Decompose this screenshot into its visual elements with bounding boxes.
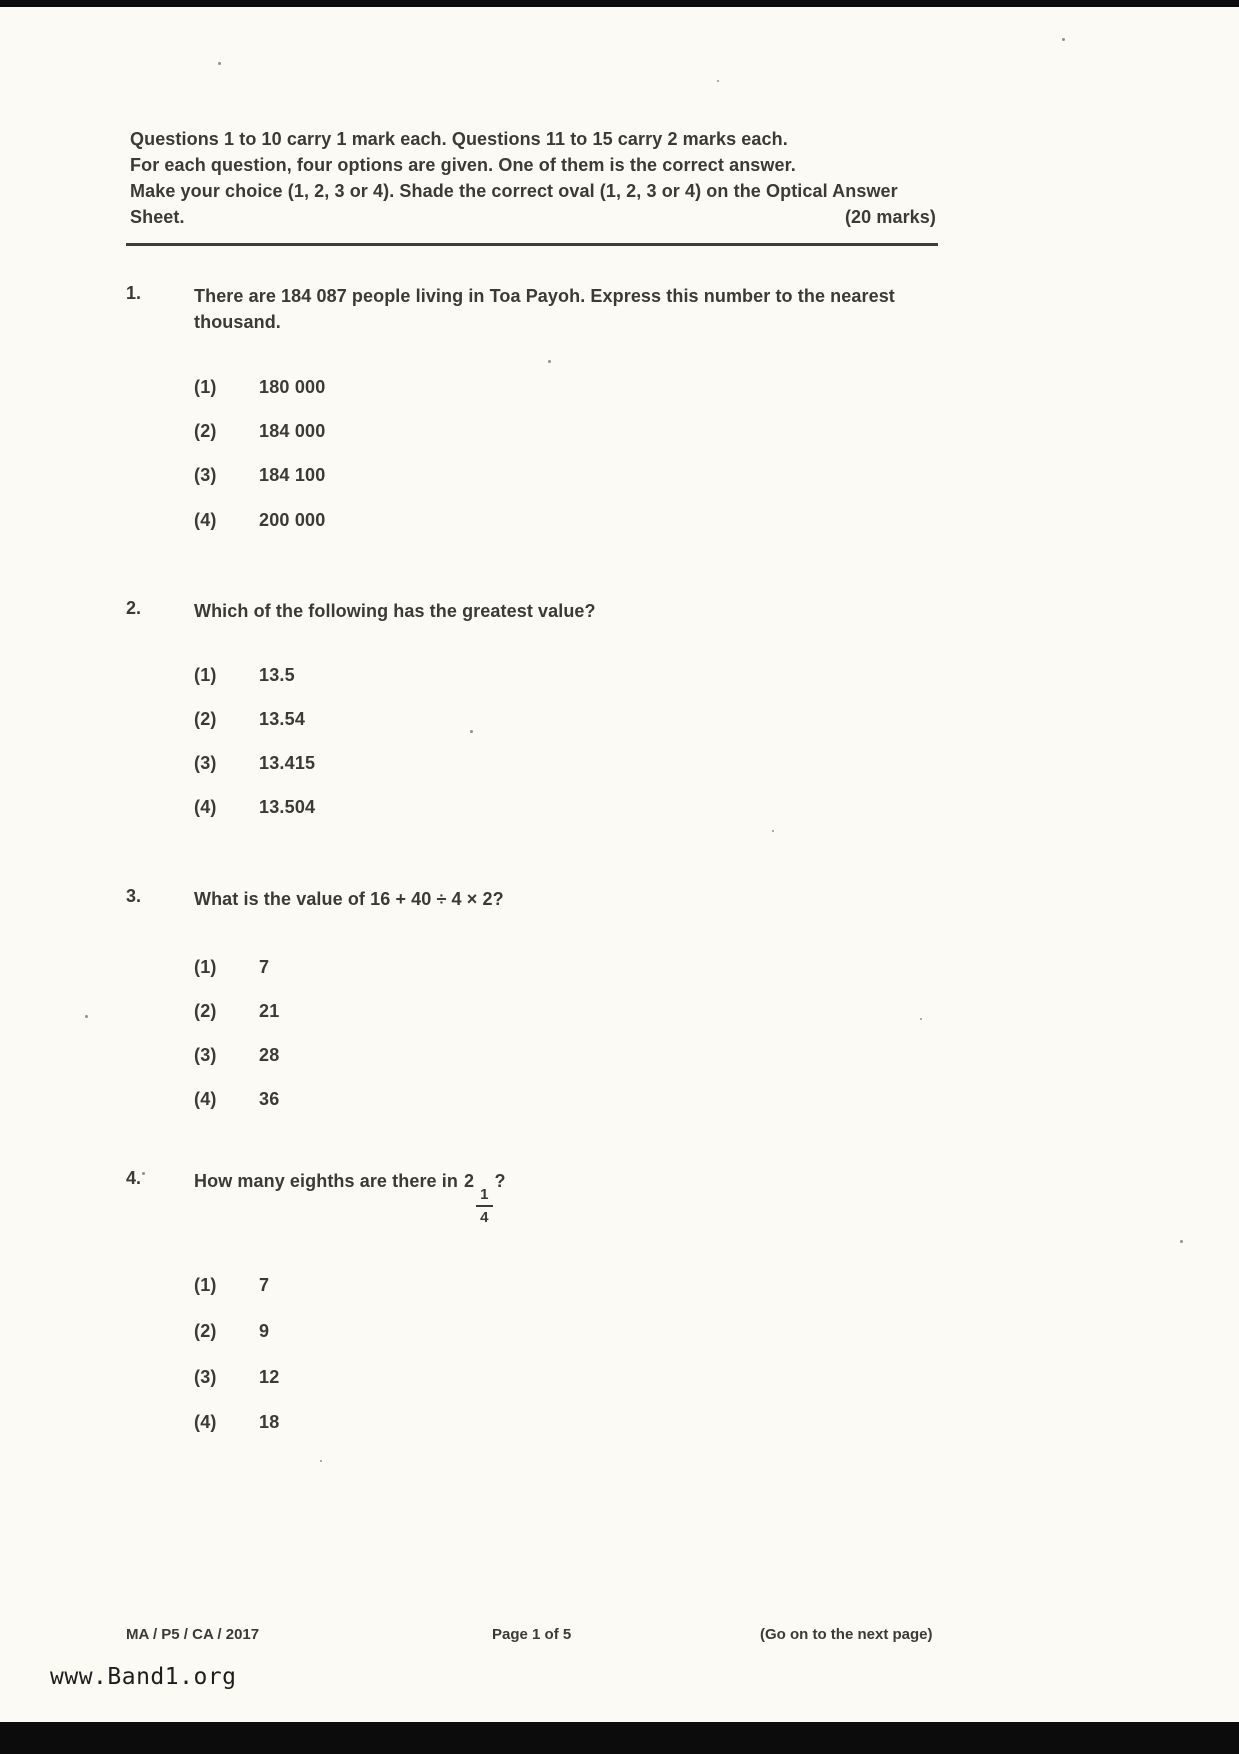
answer-option (194, 1045, 279, 1066)
option-value: 13.504 (259, 797, 316, 817)
answer-option (194, 465, 325, 486)
scan-speck (548, 360, 551, 363)
instructions-line: For each question, four options are given. One of them is the correct answer. (130, 155, 796, 175)
question-3 (126, 886, 956, 1109)
divider-rule (126, 243, 938, 246)
marks-total: (20 marks) (844, 207, 936, 227)
option-value: 28 (259, 1045, 280, 1065)
option-value: 13.415 (259, 753, 316, 773)
question-number: 4. (126, 1168, 142, 1188)
answer-option (194, 753, 315, 774)
instructions-line: Sheet. (130, 207, 185, 227)
scan-speck (218, 62, 221, 65)
option-value: 13.54 (259, 709, 306, 729)
footer-page-number: Page 1 of 5 (492, 1626, 572, 1643)
option-value: 180 000 (259, 377, 326, 397)
option-label: (2) (194, 421, 217, 441)
option-label: (1) (194, 377, 217, 397)
answer-option (194, 709, 305, 730)
scan-speck (920, 1018, 922, 1020)
question-text: Which of the following has the greatest value? (194, 601, 596, 621)
answer-option (194, 665, 295, 686)
question-text (194, 1168, 939, 1225)
question-number: 2. (126, 598, 142, 618)
footer-next-page-note: (Go on to the next page) (760, 1626, 933, 1643)
answer-option (194, 1089, 279, 1110)
option-value: 9 (259, 1321, 270, 1341)
option-value: 18 (259, 1412, 280, 1432)
answer-option (194, 1412, 279, 1433)
option-value: 7 (259, 1275, 270, 1295)
answer-option (194, 377, 325, 398)
fraction-numerator: 1 (476, 1187, 492, 1207)
scan-speck (1062, 38, 1065, 41)
option-value: 12 (259, 1367, 280, 1387)
option-label: (2) (194, 709, 217, 729)
question-text-suffix: ? (494, 1171, 506, 1191)
question-number: 1. (126, 283, 142, 303)
option-value: 200 000 (259, 510, 326, 530)
fraction (476, 1187, 492, 1225)
option-label: (3) (194, 465, 217, 485)
scan-speck (772, 830, 774, 832)
page-footer (0, 1626, 1239, 1648)
answer-option (194, 1275, 269, 1296)
option-label: (1) (194, 1275, 217, 1295)
answer-option (194, 957, 269, 978)
question-text: There are 184 087 people living in Toa Payoh. Express this number to the nearest thousand. (194, 286, 895, 332)
option-value: 21 (259, 1001, 280, 1021)
watermark-url: www.Band1.org (50, 1664, 237, 1690)
option-label: (4) (194, 510, 217, 530)
option-label: (4) (194, 1412, 217, 1432)
option-label: (2) (194, 1001, 217, 1021)
scan-speck (320, 1460, 322, 1462)
scan-speck (470, 730, 473, 733)
answer-option (194, 1001, 279, 1022)
scan-speck (717, 80, 719, 82)
option-value: 184 100 (259, 465, 326, 485)
option-value: 36 (259, 1089, 280, 1109)
instructions-line: Make your choice (1, 2, 3 or 4). Shade the correct oval (1, 2, 3 or 4) on the Optical Answer (130, 181, 898, 201)
answer-option (194, 421, 325, 442)
scan-edge-bottom (0, 1722, 1239, 1754)
option-label: (1) (194, 665, 217, 685)
question-4 (126, 1168, 956, 1432)
scan-edge-top (0, 0, 1239, 7)
question-text: What is the value of 16 + 40 ÷ 4 × 2? (194, 889, 504, 909)
scan-speck (85, 1015, 88, 1018)
footer-paper-code: MA / P5 / CA / 2017 (126, 1626, 260, 1643)
option-value: 184 000 (259, 421, 326, 441)
question-2 (126, 598, 956, 817)
question-text-prefix: How many eighths are there in (194, 1171, 458, 1191)
answer-option (194, 510, 325, 531)
question-1 (126, 283, 956, 530)
option-label: (3) (194, 753, 217, 773)
answer-option (194, 1367, 279, 1388)
option-value: 7 (259, 957, 270, 977)
answer-option (194, 797, 315, 818)
option-label: (4) (194, 1089, 217, 1109)
option-label: (4) (194, 797, 217, 817)
option-label: (3) (194, 1045, 217, 1065)
option-label: (3) (194, 1367, 217, 1387)
fraction-denominator: 4 (480, 1209, 489, 1226)
option-label: (1) (194, 957, 217, 977)
option-label: (2) (194, 1321, 217, 1341)
scan-speck (1180, 1240, 1183, 1243)
option-value: 13.5 (259, 665, 295, 685)
mixed-number-whole: 2 (463, 1171, 475, 1191)
scan-speck (142, 1172, 145, 1175)
instructions-line: Questions 1 to 10 carry 1 mark each. Questions 11 to 15 carry 2 marks each. (130, 129, 788, 149)
answer-option (194, 1321, 269, 1342)
question-number: 3. (126, 886, 142, 906)
instructions-block (130, 126, 936, 230)
